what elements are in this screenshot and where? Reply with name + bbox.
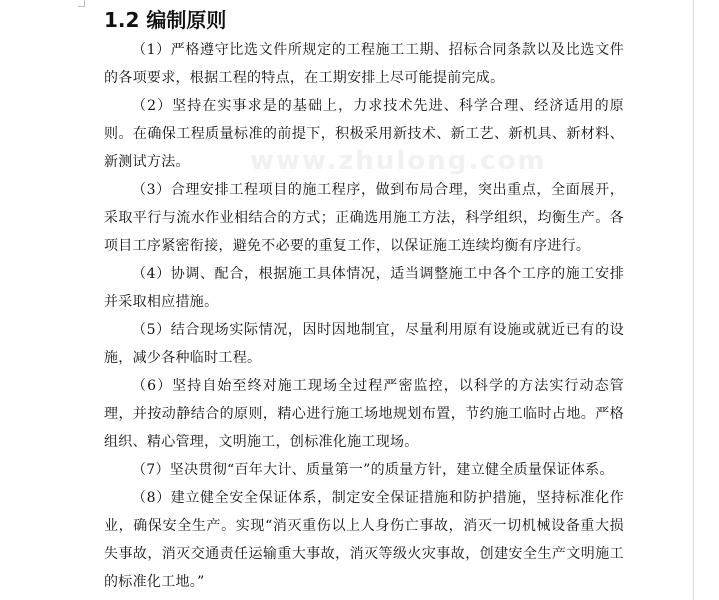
paragraph-6: （6）坚持自始至终对施工现场全过程严密监控，以科学的方法实行动态管理，并按动静结合的原则，精心进行施工场地规划布置，节约施工临时占地。严格组织、精心管理，文明施工，创标准化施工现场。 [104,378,624,450]
paragraph-8: （8）建立健全安全保证体系，制定安全保证措施和防护措施，坚持标准化作业，确保安全生产。实现“消灭重伤以上人身伤亡事故，消灭一切机械设备重大损失事故，消灭交通责任运输重大事故，消灭等级火灾事故，创建安全生产文明施工的标准化工地。” [104,490,624,590]
crop-mark-horizontal [78,6,85,7]
paragraph-3: （3）合理安排工程项目的施工程序，做到布局合理，突出重点，全面展开，采取平行与流水作业相结合的方式；正确选用施工方法，科学组织，均衡生产。各项目工序紧密衔接，避免不必要的重复工作，以保证施工连续均衡有序进行。 [104,182,624,254]
paragraph-2: （2）坚持在实事求是的基础上，力求技术先进、科学合理、经济适用的原则。在确保工程质量标准的前提下，积极采用新技术、新工艺、新机具、新材料、新测试方法。 [104,98,624,170]
section-heading: 1.2 编制原则 [104,8,227,32]
paragraph-7: （7）坚决贯彻“百年大计、质量第一”的质量方针，建立健全质量保证体系。 [132,462,614,478]
paragraph-4: （4）协调、配合，根据施工具体情况，适当调整施工中各个工序的施工安排并采取相应措施。 [104,266,624,310]
paragraph-5: （5）结合现场实际情况，因时因地制宜，尽量利用原有设施或就近已有的设施，减少各种临时工程。 [104,322,624,366]
page-edge-line [693,0,694,600]
paragraph-1: （1）严格遵守比选文件所规定的工程施工工期、招标合同条款以及比选文件的各项要求，根据工程的特点，在工期安排上尽可能提前完成。 [104,42,624,86]
watermark: www.zhulong.com [250,146,547,176]
section-body [104,36,624,596]
